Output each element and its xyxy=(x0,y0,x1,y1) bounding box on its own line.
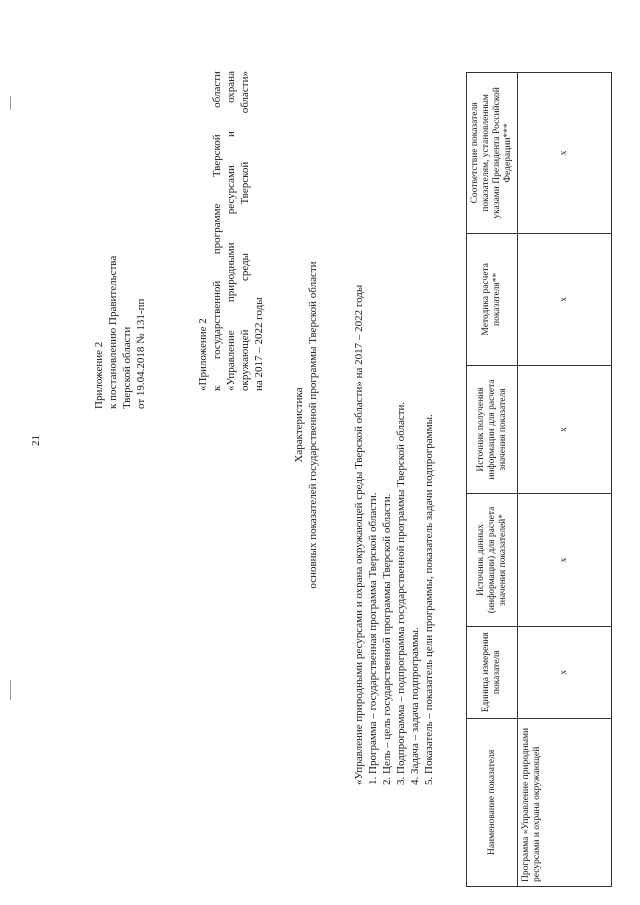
heading-subtitle: основных показателей государственной программы Тверской области xyxy=(307,261,319,589)
appendix-title: Приложение 2 xyxy=(93,341,105,409)
definition-item: «Управление природными ресурсами и охрана окружающей среды Тверской области» на 2017 – 2022 годы xyxy=(353,284,365,785)
header-method: Методика расчета показателя** xyxy=(467,233,518,365)
program-reference-block xyxy=(196,71,266,391)
word: Тверской xyxy=(239,161,251,205)
table-header-row xyxy=(467,73,518,887)
word: Тверской xyxy=(211,134,223,178)
definition-item: 2. Цель – цель государственной программы Тверской области. xyxy=(381,493,393,785)
appendix-line: от 19.04.2018 № 131-пп xyxy=(135,298,147,409)
program-reference-title: «Приложение 2 xyxy=(197,318,209,391)
word: области xyxy=(211,71,223,108)
appendix-line: к постановлению Правительства xyxy=(107,255,119,409)
header-unit: Единица измерения показателя xyxy=(467,626,518,718)
table-cell: х xyxy=(518,73,612,234)
word: ресурсами xyxy=(225,165,237,215)
header-compliance: Соответствие показателя показателям, установленным указами Президента Российской Федерации*** xyxy=(467,73,518,234)
word: и xyxy=(225,131,237,137)
table-cell: х xyxy=(518,626,612,718)
word: программе xyxy=(211,203,223,255)
indicators-table xyxy=(466,72,612,887)
word: окружающей xyxy=(239,329,251,391)
appendix-line: Тверской области xyxy=(121,326,133,409)
program-reference-line xyxy=(238,71,252,391)
document-heading xyxy=(292,145,320,705)
word: к xyxy=(211,385,223,391)
header-indicator-name: Наименование показателя xyxy=(467,718,518,886)
table-cell: х xyxy=(518,494,612,627)
appendix-block xyxy=(92,189,148,409)
definition-item: 3. Подпрограмма – подпрограмма государственной программы Тверской области. xyxy=(395,401,407,785)
word: «Управление xyxy=(225,330,237,391)
program-reference-line: на 2017 – 2022 годы xyxy=(253,297,265,391)
program-reference-line xyxy=(224,71,238,391)
word: природными xyxy=(225,242,237,303)
word: охрана xyxy=(225,71,237,103)
heading-title: Характеристика xyxy=(293,387,305,463)
header-info-origin: Источник получения информации для расчета значения показателя xyxy=(467,365,518,493)
table-row xyxy=(518,73,612,887)
word: области» xyxy=(239,71,251,114)
indicators-table-wrapper xyxy=(466,72,612,887)
program-reference-line xyxy=(210,71,224,391)
definition-item: 4. Задача – задача подпрограммы. xyxy=(409,627,421,785)
header-data-source: Источник данных (информации) для расчета значения показателей* xyxy=(467,494,518,627)
table-cell: х xyxy=(518,233,612,365)
table-cell: Программа «Управление природными ресурсами и охрана окружающей xyxy=(518,718,612,886)
word: государственной xyxy=(211,280,223,360)
page-number: 21 xyxy=(30,435,42,446)
definitions-list xyxy=(352,25,436,785)
word: среды xyxy=(239,252,251,282)
definition-item: 5. Показатель – показатель цели программы, показатель задачи подпрограммы. xyxy=(423,414,435,785)
table-cell: х xyxy=(518,365,612,493)
definition-item: 1. Программа – государственная программа Тверской области. xyxy=(367,492,379,785)
